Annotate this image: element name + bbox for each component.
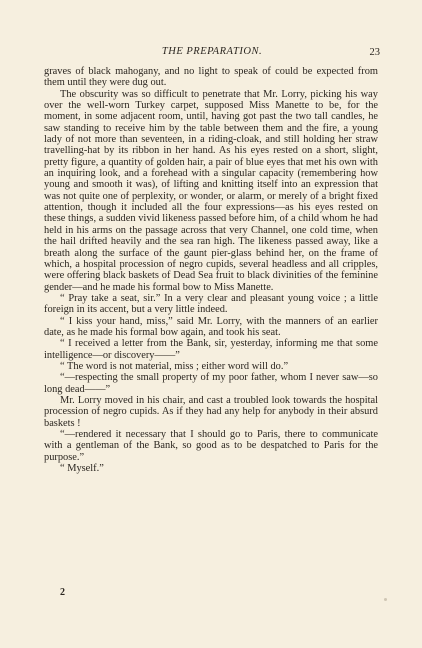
paragraph: “ I received a letter from the Bank, sir, yesterday, informing me that some intelligence—or discovery——” xyxy=(44,338,378,361)
paragraph: graves of black mahogany, and no light to speak of could be expected from them until they were dug out. xyxy=(44,66,378,89)
paper-speck xyxy=(384,598,387,601)
paragraph: Mr. Lorry moved in his chair, and cast a troubled look towards the hospital procession of negro cupids. As if they had any help for anybody in their absurd baskets ! xyxy=(44,394,378,429)
paragraph: The obscurity was so difficult to penetrate that Mr. Lorry, picking his way over the well-worn Turkey carpet, supposed Miss Manette to be, for the moment, in some adjacent room, until, having got past the two tall candles, he saw standing to receive him by the table between them and the fire, a young lady of not more than seventeen, in a riding-cloak, and still holding her straw travelling-hat by its ribbon in her hand. As his eyes rested on a short, slight, pretty figure, a quantity of golden hair, a pair of blue eyes that met his own with an inquiring look, and a forehead with a singular capacity (remembering how young and smooth it was), of lifting and knitting itself into an expression that was not quite one of perplexity, or wonder, or alarm, or merely of a bright fixed attention, though it included all the four expressions—as his eyes rested on these things, a sudden vivid likeness passed before him, of a child whom he had held in his arms on the passage across that very Channel, one cold time, when the hail drifted heavily and the sea ran high. The likeness passed away, like a breath along the surface of the gaunt pier-glass behind her, on the frame of which, a hospital procession of negro cupids, several headless and all cripples, were offering black baskets of Dead Sea fruit to black divinities of the feminine gender—and he made his formal bow to Miss Manette. xyxy=(44,88,378,293)
body-text xyxy=(44,66,378,474)
paragraph: “—respecting the small property of my poor father, whom I never saw—so long dead——” xyxy=(44,372,378,395)
paragraph: “ The word is not material, miss ; either word will do.” xyxy=(60,360,289,372)
paragraph: “ Pray take a seat, sir.” In a very clear and pleasant young voice ; a little foreign in its accent, but a very little indeed. xyxy=(44,292,378,316)
paragraph: “ Myself.” xyxy=(60,463,104,475)
page-number: 23 xyxy=(369,47,380,58)
signature-mark: 2 xyxy=(60,587,65,598)
running-title: THE PREPARATION. xyxy=(161,46,263,57)
page-header xyxy=(44,46,380,62)
paragraph: “—rendered it necessary that I should go to Paris, there to communicate with a gentleman of the Bank, so good as to be despatched to Paris for the purpose.” xyxy=(44,429,378,463)
paragraph: “ I kiss your hand, miss,” said Mr. Lorry, with the manners of an earlier date, as he made his formal bow again, and took his seat. xyxy=(44,315,378,338)
